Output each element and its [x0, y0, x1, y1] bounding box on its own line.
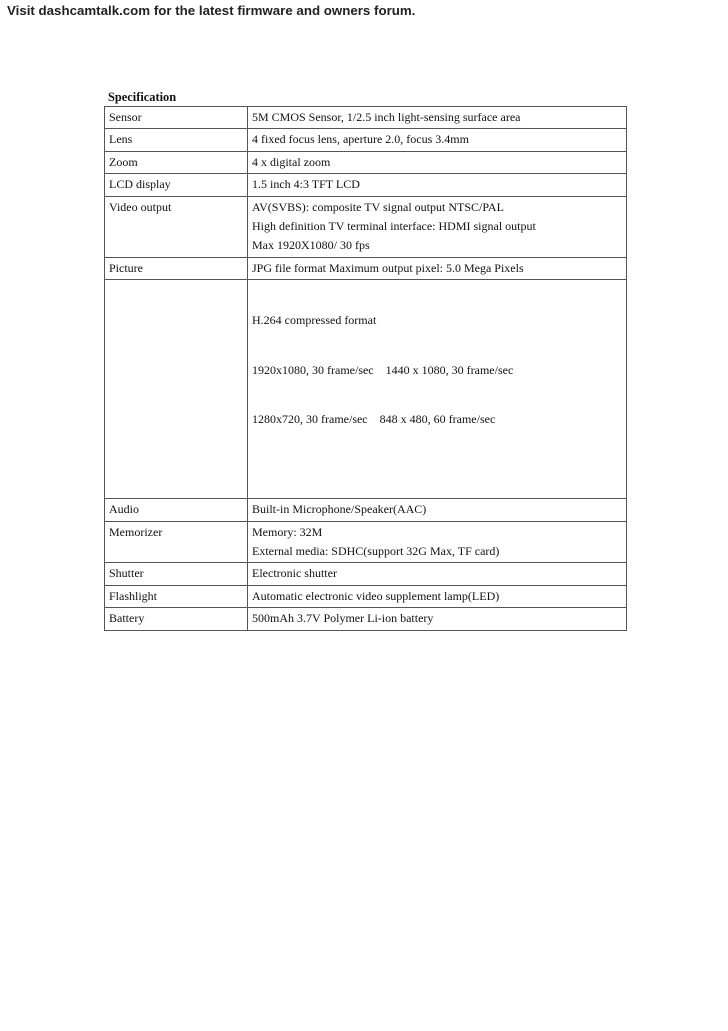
spec-label — [105, 280, 248, 499]
spec-value: Electronic shutter — [248, 563, 627, 585]
spec-value: 5M CMOS Sensor, 1/2.5 inch light-sensing surface area — [248, 107, 627, 129]
spec-label: Video output — [105, 196, 248, 257]
spec-label: Picture — [105, 257, 248, 279]
spec-value: 4 fixed focus lens, aperture 2.0, focus 3.4mm — [248, 129, 627, 151]
section-heading: Specification — [108, 90, 177, 104]
site-banner: Visit dashcamtalk.com for the latest firmware and owners forum. — [7, 3, 416, 18]
spec-label: Shutter — [105, 563, 248, 585]
spec-label: Sensor — [105, 107, 248, 129]
table-row — [105, 499, 627, 521]
table-row — [105, 280, 627, 499]
table-row — [105, 563, 627, 585]
table-row — [105, 129, 627, 151]
spec-label: Battery — [105, 608, 248, 630]
table-row — [105, 174, 627, 196]
table-row — [105, 196, 627, 257]
table-row — [105, 521, 627, 563]
table-row — [105, 585, 627, 607]
table-row — [105, 107, 627, 129]
table-row — [105, 257, 627, 279]
spec-label: Memorizer — [105, 521, 248, 563]
spec-table — [104, 106, 627, 631]
spec-label: Flashlight — [105, 585, 248, 607]
spec-value: Built-in Microphone/Speaker(AAC) — [248, 499, 627, 521]
spec-value: AV(SVBS): composite TV signal output NTSC/PAL High definition TV terminal interface: HDMI signal output Max 1920X1080/ 30 fps — [248, 196, 627, 257]
spec-label: Zoom — [105, 151, 248, 173]
spec-value: Memory: 32M External media: SDHC(support 32G Max, TF card) — [248, 521, 627, 563]
spec-value: H.264 compressed format 1920x1080, 30 frame/sec 1440 x 1080, 30 frame/sec 1280x720, 30 frame/sec 848 x 480, 60 frame/sec — [248, 280, 627, 499]
spec-value: JPG file format Maximum output pixel: 5.0 Mega Pixels — [248, 257, 627, 279]
spec-value: 500mAh 3.7V Polymer Li-ion battery — [248, 608, 627, 630]
table-row — [105, 608, 627, 630]
spec-value: Automatic electronic video supplement lamp(LED) — [248, 585, 627, 607]
spec-value: 1.5 inch 4:3 TFT LCD — [248, 174, 627, 196]
spec-label: Audio — [105, 499, 248, 521]
spec-label: LCD display — [105, 174, 248, 196]
table-row — [105, 151, 627, 173]
spec-label: Lens — [105, 129, 248, 151]
specification-section — [104, 89, 626, 631]
spec-value: 4 x digital zoom — [248, 151, 627, 173]
